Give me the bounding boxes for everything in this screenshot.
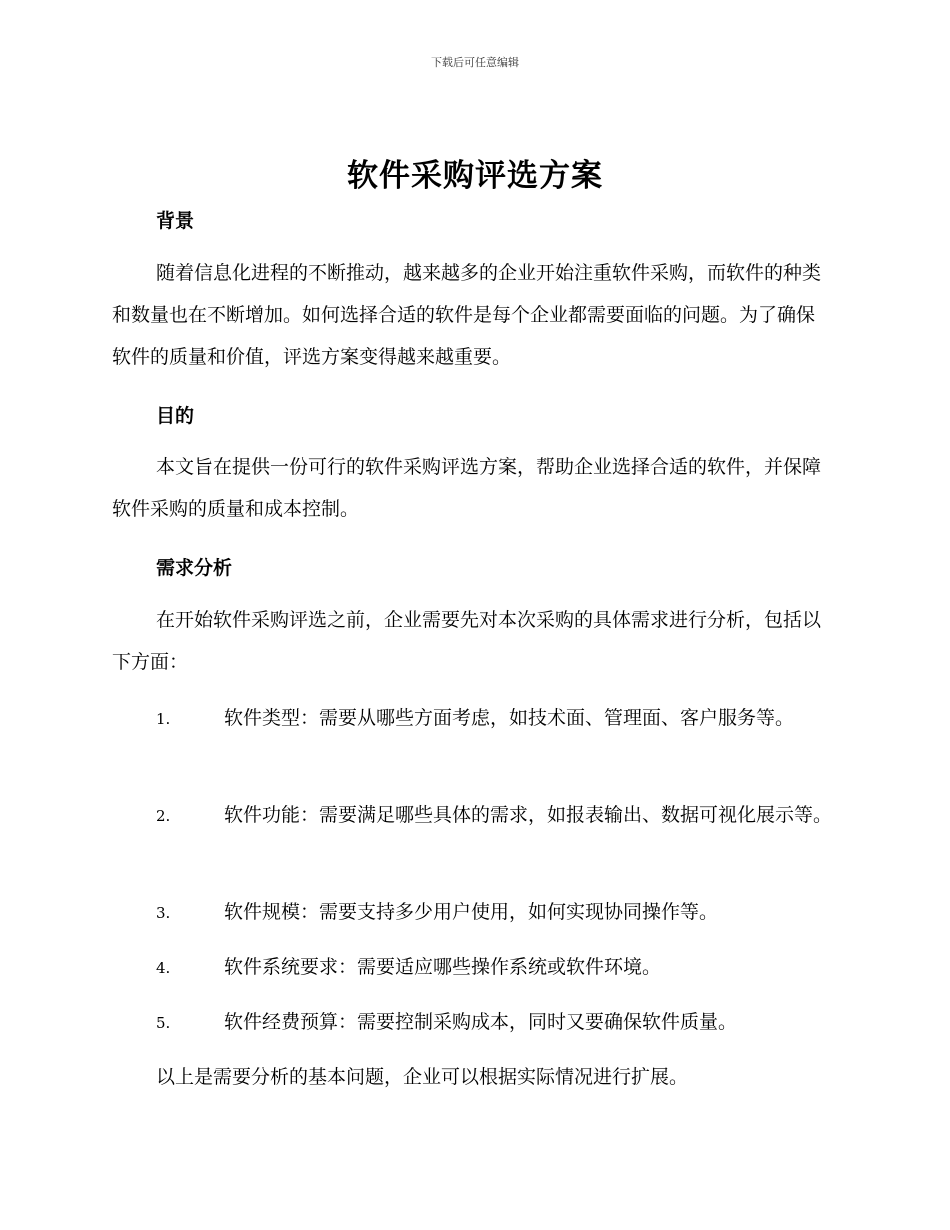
list-item-text: 软件规模：需要支持多少用户使用，如何实现协同操作等。: [224, 901, 719, 923]
list-item: [112, 697, 832, 740]
list-item-number: 5.: [156, 1014, 171, 1032]
list-item-text: 软件类型：需要从哪些方面考虑，如技术面、管理面、客户服务等。: [224, 707, 795, 729]
list-item: [112, 891, 832, 934]
list-item-text: 软件系统要求：需要适应哪些操作系统或软件环境。: [224, 956, 662, 978]
list-item: [112, 946, 832, 989]
heading-purpose: 目的: [156, 405, 195, 427]
list-item-number: 2.: [156, 807, 171, 825]
list-item: [112, 794, 832, 837]
page-header-note: 下载后可任意编辑: [431, 56, 519, 69]
list-item: [112, 1001, 832, 1044]
heading-analysis: 需求分析: [156, 557, 233, 579]
paragraph-background: 随着信息化进程的不断推动，越来越多的企业开始注重软件采购，而软件的种类和数量也在不断增加。如何选择合适的软件是每个企业都需要面临的问题。为了确保软件的质量和价值，评选方案变得越来越重要。: [112, 262, 822, 368]
list-item-number: 4.: [156, 959, 171, 977]
heading-background: 背景: [156, 210, 195, 232]
list-item-text: 软件功能：需要满足哪些具体的需求，如报表输出、数据可视化展示等。: [224, 804, 833, 826]
document-title: 软件采购评选方案: [347, 158, 603, 194]
paragraph-closing: 以上是需要分析的基本问题，企业可以根据实际情况进行扩展。: [156, 1066, 689, 1088]
list-item-number: 1.: [156, 710, 171, 728]
paragraph-purpose: 本文旨在提供一份可行的软件采购评选方案，帮助企业选择合适的软件，并保障软件采购的质量和成本控制。: [112, 456, 822, 520]
paragraph-analysis: 在开始软件采购评选之前，企业需要先对本次采购的具体需求进行分析，包括以下方面：: [112, 609, 822, 673]
list-item-number: 3.: [156, 904, 171, 922]
list-item-text: 软件经费预算：需要控制采购成本，同时又要确保软件质量。: [224, 1011, 738, 1033]
